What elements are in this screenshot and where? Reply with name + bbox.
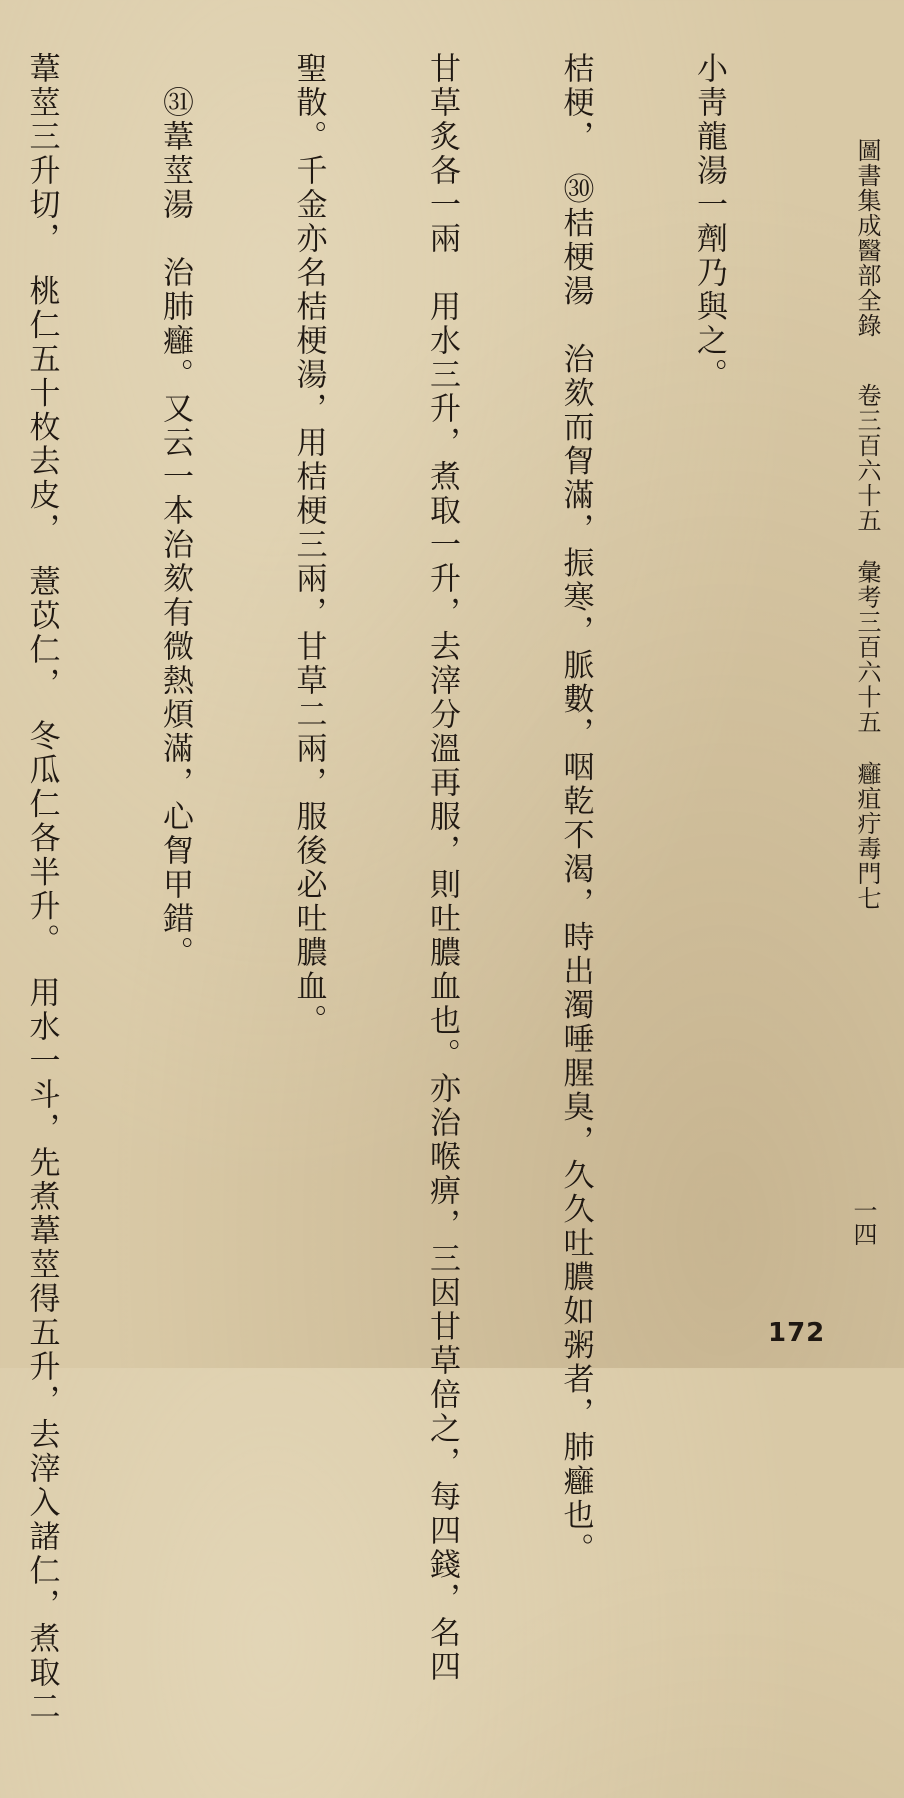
text-column: 聖散。千金亦名桔梗湯，用桔梗三兩，甘草二兩，服後必吐膿血。 <box>290 52 327 1038</box>
text-column: 桔梗， ㉚桔梗湯 治欬而胷滿，振寒，脈數，咽乾不渴，時出濁唾腥臭，久久吐膿如粥者，肺癰也。 <box>557 52 594 1567</box>
text-column: 甘草炙各一兩 用水三升，煮取一升，去滓分溫再服，則吐膿血也。亦治喉痹，三因甘草倍之，每四錢，名四 <box>424 52 460 1684</box>
text-column: ㉛葦莖湯 治肺癰。又云一本治欬有微熱煩滿，心胷甲錯。 <box>157 52 193 970</box>
leaf-number: 一四 <box>849 1198 877 1246</box>
body-text <box>0 52 820 1724</box>
book-title: 圖書集成醫部全錄 <box>853 138 881 338</box>
volume-label: 卷三百六十五 <box>853 382 881 533</box>
page-number: 172 <box>768 1318 826 1348</box>
section-label: 癰疽疔毒門七 <box>853 760 881 911</box>
text-column: 小靑龍湯一劑乃與之。 <box>691 52 727 392</box>
reference-label: 彙考三百六十五 <box>853 559 881 735</box>
running-header <box>842 138 892 1248</box>
text-column: 葦莖三升切， 桃仁五十枚去皮， 薏苡仁， 冬瓜仁各半升。 用水一斗，先煮葦莖得五升，去滓入諸仁，煮取二 <box>23 52 60 1724</box>
